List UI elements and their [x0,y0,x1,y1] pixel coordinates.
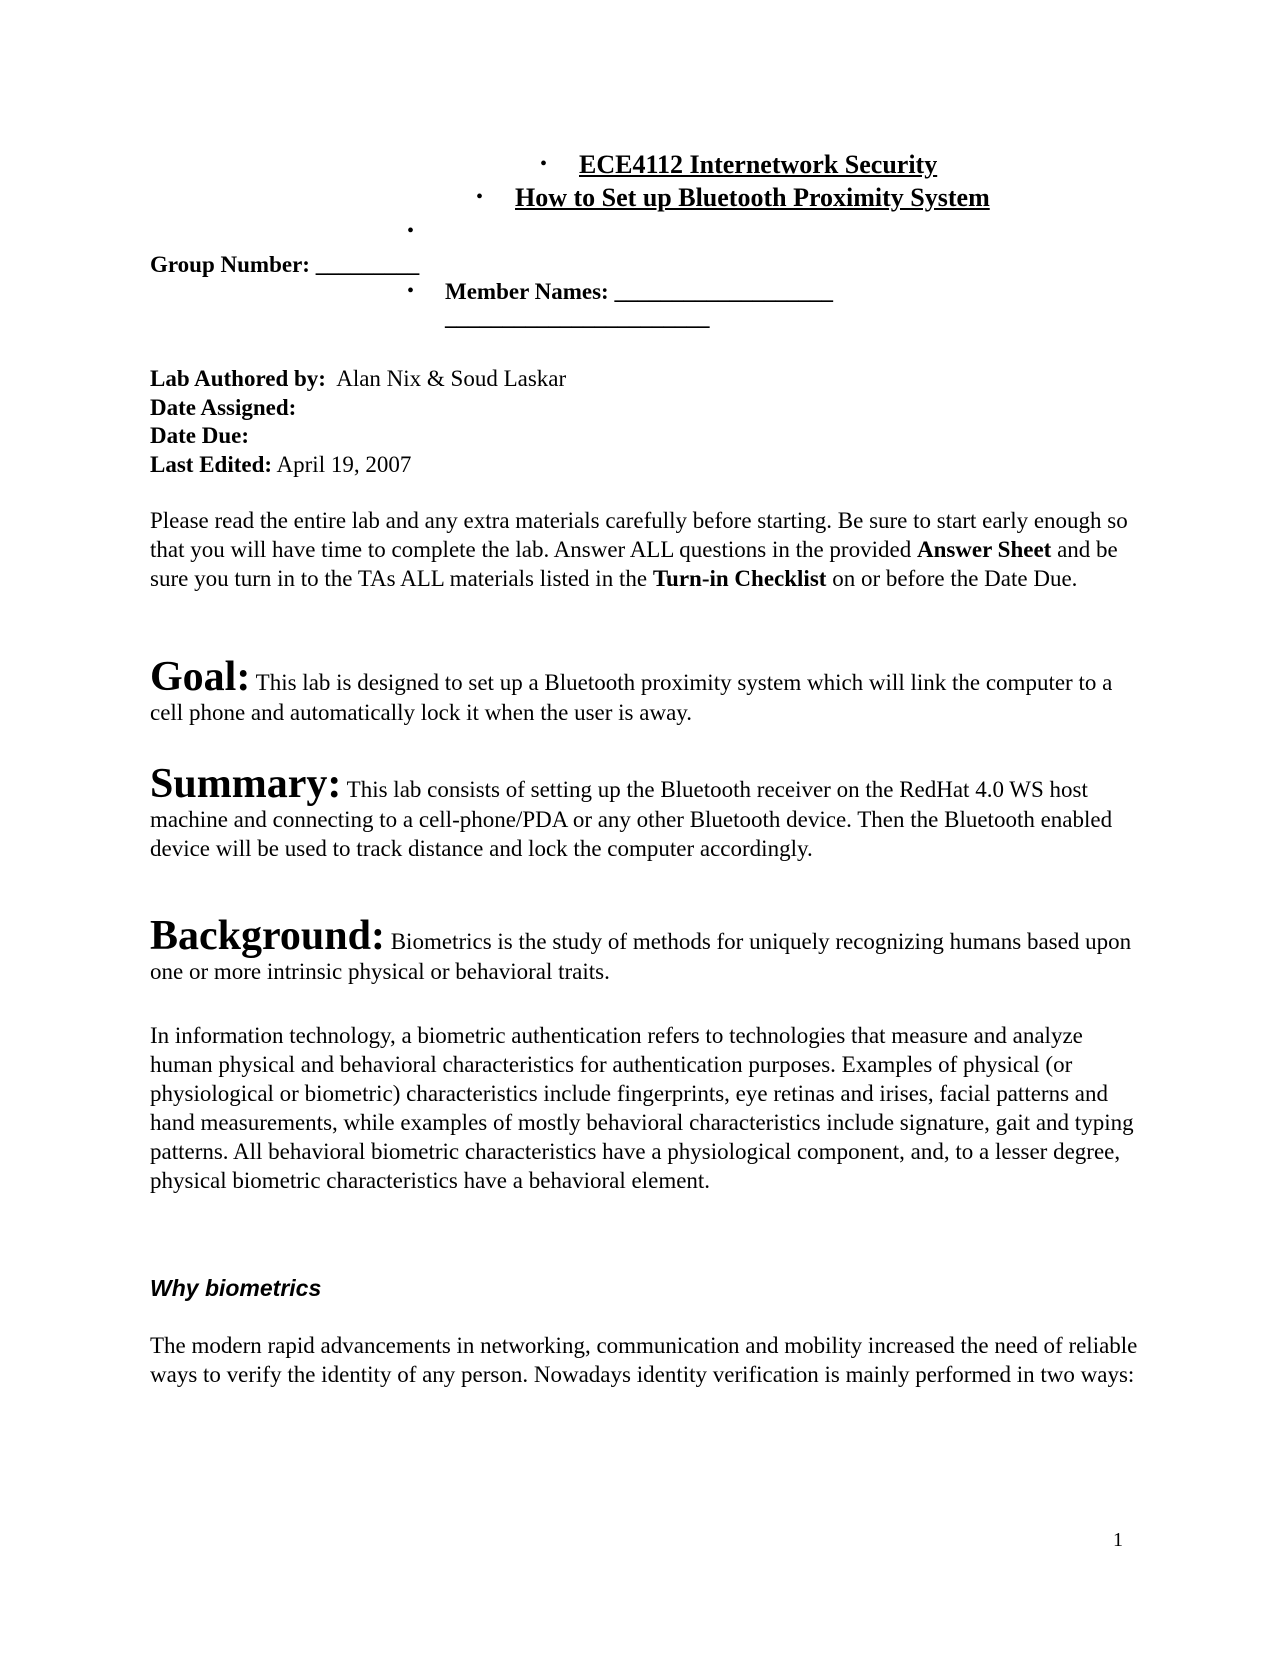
why-biometrics-paragraph: The modern rapid advancements in networking, communication and mobility increased the need of reliable ways to verify the identity of any person. Nowadays identity verification is mainly performed in two ways: [150,1333,1138,1387]
turn-in-checklist-term: Turn-in Checklist [652,566,827,591]
background-heading: Background: [150,913,385,959]
background-paragraph-2: In information technology, a biometric authentication refers to technologies that measure and analyze human physical and behavioral characteristics for authentication purposes. Examples of physical (or physiological or biometric) characteristics include fingerprints, eye retinas and irises, facial patterns and hand measurements, while examples of mostly behavioral characteristics include signature, gait and typing patterns. All behavioral biometric characteristics have a physiological component, and, to a lesser degree, physical biometric characteristics have a behavioral element. [150,1023,1134,1193]
goal-text: This lab is designed to set up a Bluetooth proximity system which will link the computer to a cell phone and automatically lock it when the user is away. [150,670,1113,725]
member-names-label: Member Names: [445,279,609,304]
member-names-blank: ___________________ [614,279,833,304]
goal-heading: Goal: [150,654,251,700]
last-edited-label: Last Edited: [150,452,273,477]
bullet-marker: • [540,153,548,175]
last-edited-line [150,450,411,479]
lab-title: How to Set up Bluetooth Proximity System [515,183,990,212]
answer-sheet-term: Answer Sheet [916,537,1052,562]
bullet-marker: • [407,220,415,242]
intro-text-2: and be sure you turn in to the TAs ALL materials listed in the [150,537,1118,591]
bullet-marker: • [407,280,415,302]
group-number-label: Group Number: [150,252,310,277]
page-number: 1 [1113,1529,1123,1551]
summary-text: This lab consists of setting up the Bluetooth receiver on the RedHat 4.0 WS host machine and connecting to a cell-phone/PDA or any other Bluetooth device. Then the Bluetooth enabled device will be used to track distance and lock the computer accordingly. [150,777,1113,861]
intro-text-1: Please read the entire lab and any extra materials carefully before starting. Be sure to start early enough so that you will have time to complete the lab. Answer ALL questions in the provided [150,508,1128,562]
intro-paragraph [150,506,1140,593]
goal-section [150,656,1140,727]
bullet-marker: • [476,186,484,208]
course-title: ECE4112 Internetwork Security [579,150,938,179]
date-due-label: Date Due: [150,423,249,448]
lab-authored-line [150,364,566,393]
background-section [150,915,1140,986]
group-number-line [150,250,419,279]
summary-heading: Summary: [150,761,342,807]
intro-text-3: on or before the Date Due. [826,566,1078,591]
date-assigned-label: Date Assigned: [150,395,297,420]
summary-section [150,763,1140,863]
member-names-blank-line-2: _______________________ [445,305,710,330]
last-edited-value: April 19, 2007 [276,452,412,477]
lab-authored-label: Lab Authored by: [150,366,326,391]
member-names-line [445,277,833,306]
background-text: Biometrics is the study of methods for uniquely recognizing humans based upon one or more intrinsic physical or behavioral traits. [150,929,1132,984]
why-biometrics-heading: Why biometrics [150,1275,322,1301]
lab-authored-value: Alan Nix & Soud Laskar [336,366,567,391]
group-number-blank: _________ [315,252,420,277]
